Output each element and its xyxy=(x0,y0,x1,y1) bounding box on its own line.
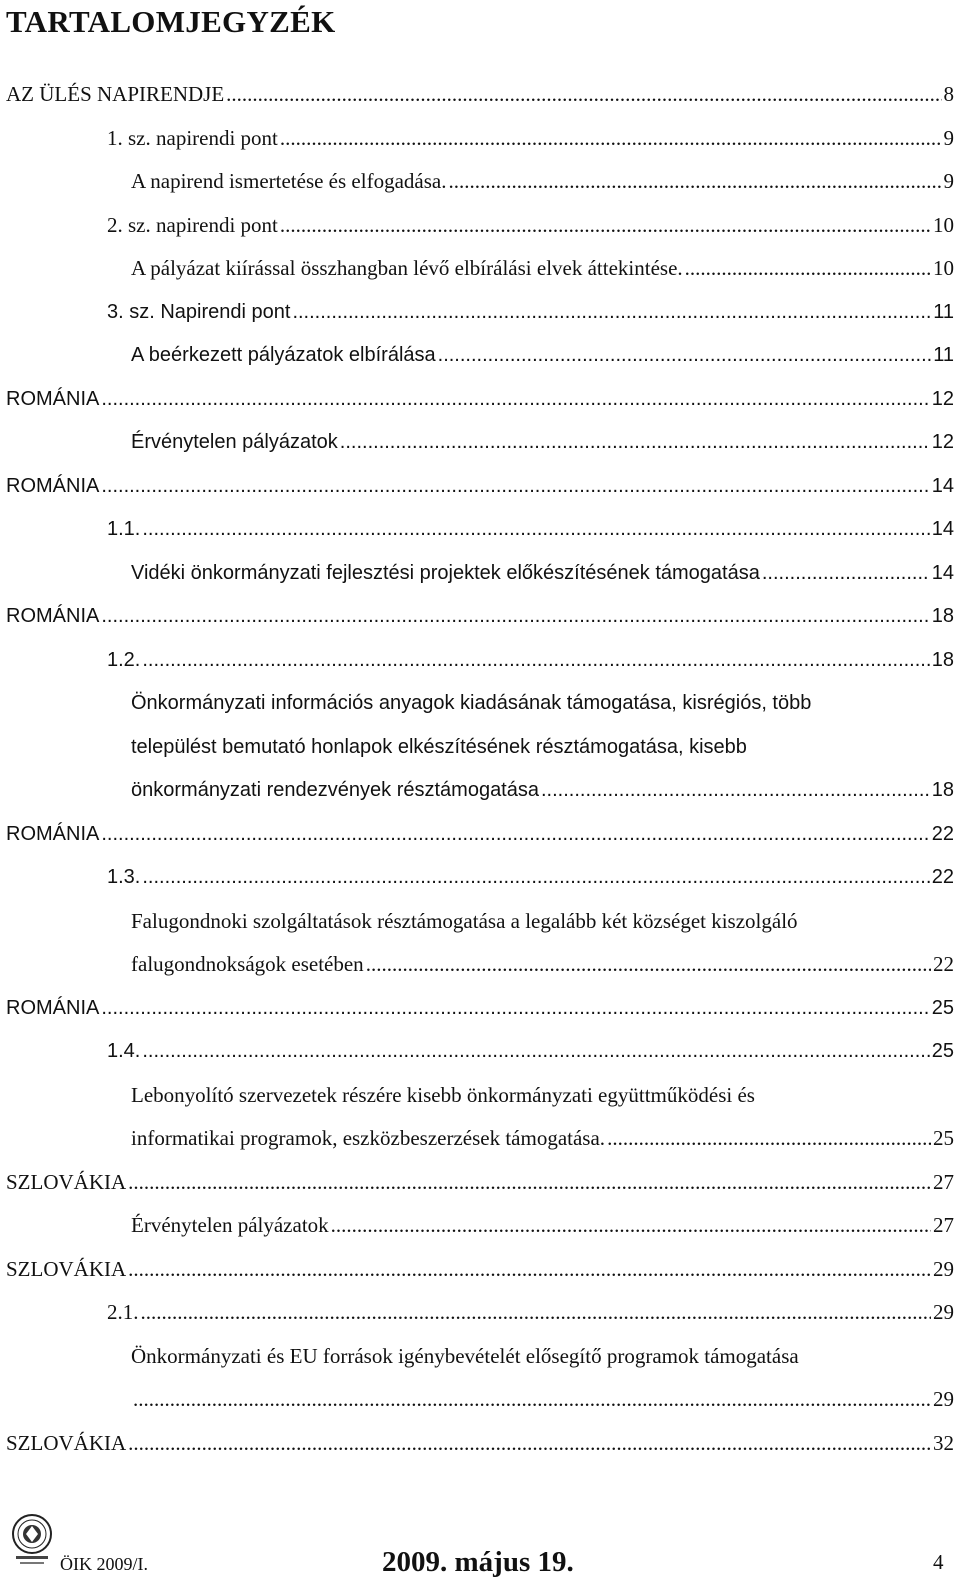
toc-entry[interactable] xyxy=(0,334,954,378)
toc-dot-leader xyxy=(607,1117,931,1161)
toc-entry-label: ROMÁNIA xyxy=(6,822,100,845)
toc-entry[interactable] xyxy=(0,1117,954,1161)
toc-entry-page: 9 xyxy=(943,169,954,193)
toc-entry-label: 1.1. xyxy=(107,518,141,540)
toc-entry-page: 22 xyxy=(931,866,954,888)
toc-entry-label: Falugondnoki szolgáltatások résztámogatása a legalább két községet kiszolgáló xyxy=(131,908,798,933)
toc-entry-label: SZLOVÁKIA xyxy=(6,1430,127,1455)
toc-entry-label: SZLOVÁKIA xyxy=(6,1256,127,1281)
toc-dot-leader xyxy=(128,1422,931,1466)
toc-entry[interactable] xyxy=(0,1161,954,1205)
toc-entry-page: 18 xyxy=(931,605,954,627)
toc-entry[interactable] xyxy=(0,552,954,596)
toc-dot-leader xyxy=(101,813,929,857)
toc-entry-label: AZ ÜLÉS NAPIRENDJE xyxy=(6,82,225,106)
toc-entry[interactable] xyxy=(0,1074,954,1118)
footer-date: 2009. május 19. xyxy=(382,1546,574,1578)
toc-dot-leader xyxy=(101,465,929,509)
toc-dot-leader xyxy=(142,639,929,683)
toc-dot-leader xyxy=(128,1248,931,1292)
seal-logo-icon xyxy=(10,1512,54,1572)
toc-dot-leader xyxy=(685,247,931,291)
toc-entry[interactable] xyxy=(0,682,954,726)
toc-dot-leader xyxy=(340,421,930,465)
toc-entry-label: 2.1. xyxy=(107,1300,139,1324)
toc-entry-page: 11 xyxy=(933,344,954,366)
toc-entry-page: 22 xyxy=(931,822,954,845)
toc-entry-page: 8 xyxy=(943,82,954,106)
toc-entry-label: A pályázat kiírással összhangban lévő elbírálási elvek áttekintése. xyxy=(131,256,683,280)
toc-entry[interactable] xyxy=(0,465,954,509)
toc-entry[interactable] xyxy=(0,813,954,857)
toc-entry-page: 12 xyxy=(931,431,954,453)
toc-entry[interactable] xyxy=(0,160,954,204)
toc-entry[interactable] xyxy=(0,117,954,161)
toc-entry-page: 29 xyxy=(933,1256,954,1281)
toc-entry-label: 1. sz. napirendi pont xyxy=(107,125,278,150)
toc-entry[interactable] xyxy=(0,1248,954,1292)
toc-entry-label: Vidéki önkormányzati fejlesztési projektek előkészítésének támogatása xyxy=(131,561,760,584)
toc-entry[interactable] xyxy=(0,73,954,117)
toc-entry-label: ROMÁNIA xyxy=(6,474,100,497)
toc-entry-page: 29 xyxy=(933,1300,954,1324)
toc-entry[interactable] xyxy=(0,856,954,900)
toc-entry-label: Önkormányzati és EU források igénybevételét elősegítő programok támogatása xyxy=(131,1343,799,1368)
toc-entry[interactable] xyxy=(0,943,954,987)
toc-dot-leader xyxy=(141,1291,932,1335)
toc-entry[interactable] xyxy=(0,1030,954,1074)
toc-dot-leader xyxy=(101,987,929,1031)
toc-dot-leader xyxy=(762,552,930,596)
toc-entry[interactable] xyxy=(0,726,954,770)
toc-entry[interactable] xyxy=(0,247,954,291)
toc-dot-leader xyxy=(142,508,929,552)
toc-entry-label: 1.4. xyxy=(107,1040,141,1062)
toc-entry-label: A beérkezett pályázatok elbírálása xyxy=(131,344,436,366)
toc-entry-page: 14 xyxy=(931,561,954,584)
toc-entry[interactable] xyxy=(0,1335,954,1379)
toc-entry-label: informatikai programok, eszközbeszerzések támogatása. xyxy=(131,1126,606,1150)
toc-entry-label: ROMÁNIA xyxy=(6,387,100,410)
toc-entry-label: Érvénytelen pályázatok xyxy=(131,431,338,453)
toc-dot-leader xyxy=(280,204,931,248)
toc-entry[interactable] xyxy=(0,900,954,944)
toc-entry-page: 22 xyxy=(933,952,954,976)
footer-page-number: 4 xyxy=(933,1550,944,1574)
toc-entry-label: ROMÁNIA xyxy=(6,996,100,1019)
table-of-contents xyxy=(0,73,954,1465)
toc-entry[interactable] xyxy=(0,1378,954,1422)
toc-entry-page: 14 xyxy=(931,474,954,497)
toc-entry-label: Önkormányzati információs anyagok kiadásának támogatása, kisrégiós, több xyxy=(131,692,812,714)
toc-dot-leader xyxy=(142,856,929,900)
toc-entry[interactable] xyxy=(0,639,954,683)
toc-entry-page: 12 xyxy=(931,387,954,410)
toc-entry-page: 29 xyxy=(933,1387,954,1411)
toc-dot-leader xyxy=(292,291,931,335)
toc-dot-leader xyxy=(366,943,931,987)
toc-entry-page: 25 xyxy=(933,1126,954,1150)
toc-entry-label: 2. sz. napirendi pont xyxy=(107,212,278,237)
page-title: TARTALOMJEGYZÉK xyxy=(6,4,336,39)
toc-entry-label: 1.2. xyxy=(107,648,141,671)
toc-entry-label: önkormányzati rendezvények résztámogatása xyxy=(131,779,539,801)
toc-dot-leader xyxy=(331,1204,931,1248)
toc-dot-leader xyxy=(142,1030,929,1074)
toc-entry-label: falugondnokságok esetében xyxy=(131,952,364,976)
toc-entry[interactable] xyxy=(0,1204,954,1248)
toc-entry-page: 27 xyxy=(933,1213,954,1237)
toc-entry[interactable] xyxy=(0,1422,954,1466)
toc-entry[interactable] xyxy=(0,769,954,813)
toc-entry[interactable] xyxy=(0,291,954,335)
toc-entry-page: 18 xyxy=(931,779,954,801)
toc-entry-page: 25 xyxy=(931,996,954,1019)
toc-entry-label: SZLOVÁKIA xyxy=(6,1169,127,1194)
toc-entry-label: települést bemutató honlapok elkészítésének résztámogatása, kisebb xyxy=(131,735,747,758)
toc-dot-leader xyxy=(541,769,930,813)
toc-entry-page: 18 xyxy=(931,648,954,671)
toc-entry-label: Érvénytelen pályázatok xyxy=(131,1213,329,1237)
toc-dot-leader xyxy=(101,378,929,422)
toc-entry[interactable] xyxy=(0,1291,954,1335)
toc-entry[interactable] xyxy=(0,378,954,422)
toc-dot-leader xyxy=(133,1378,931,1422)
toc-entry[interactable] xyxy=(0,987,954,1031)
toc-dot-leader xyxy=(226,73,941,117)
toc-entry-page: 9 xyxy=(943,125,954,150)
toc-entry-page: 10 xyxy=(933,212,954,237)
toc-entry-page: 14 xyxy=(931,518,954,540)
toc-entry-label: ROMÁNIA xyxy=(6,605,100,627)
toc-entry[interactable] xyxy=(0,508,954,552)
toc-dot-leader xyxy=(280,117,942,161)
toc-dot-leader xyxy=(101,595,929,639)
toc-entry[interactable] xyxy=(0,595,954,639)
toc-entry-label: Lebonyolító szervezetek részére kisebb önkormányzati együttműködési és xyxy=(131,1082,755,1107)
toc-entry-label: 3. sz. Napirendi pont xyxy=(107,300,291,323)
toc-dot-leader xyxy=(438,334,932,378)
toc-entry-page: 10 xyxy=(933,256,954,280)
page-footer xyxy=(0,1508,960,1584)
toc-entry[interactable] xyxy=(0,204,954,248)
footer-doc-id: ÖIK 2009/I. xyxy=(60,1554,148,1574)
toc-dot-leader xyxy=(448,160,941,204)
toc-entry-label: A napirend ismertetése és elfogadása. xyxy=(131,169,447,193)
toc-entry-label: 1.3. xyxy=(107,866,141,888)
toc-entry-page: 32 xyxy=(933,1430,954,1455)
toc-entry-page: 11 xyxy=(933,300,954,323)
toc-entry[interactable] xyxy=(0,421,954,465)
toc-dot-leader xyxy=(128,1161,931,1205)
toc-entry-page: 25 xyxy=(931,1040,954,1062)
toc-entry-page: 27 xyxy=(933,1169,954,1194)
